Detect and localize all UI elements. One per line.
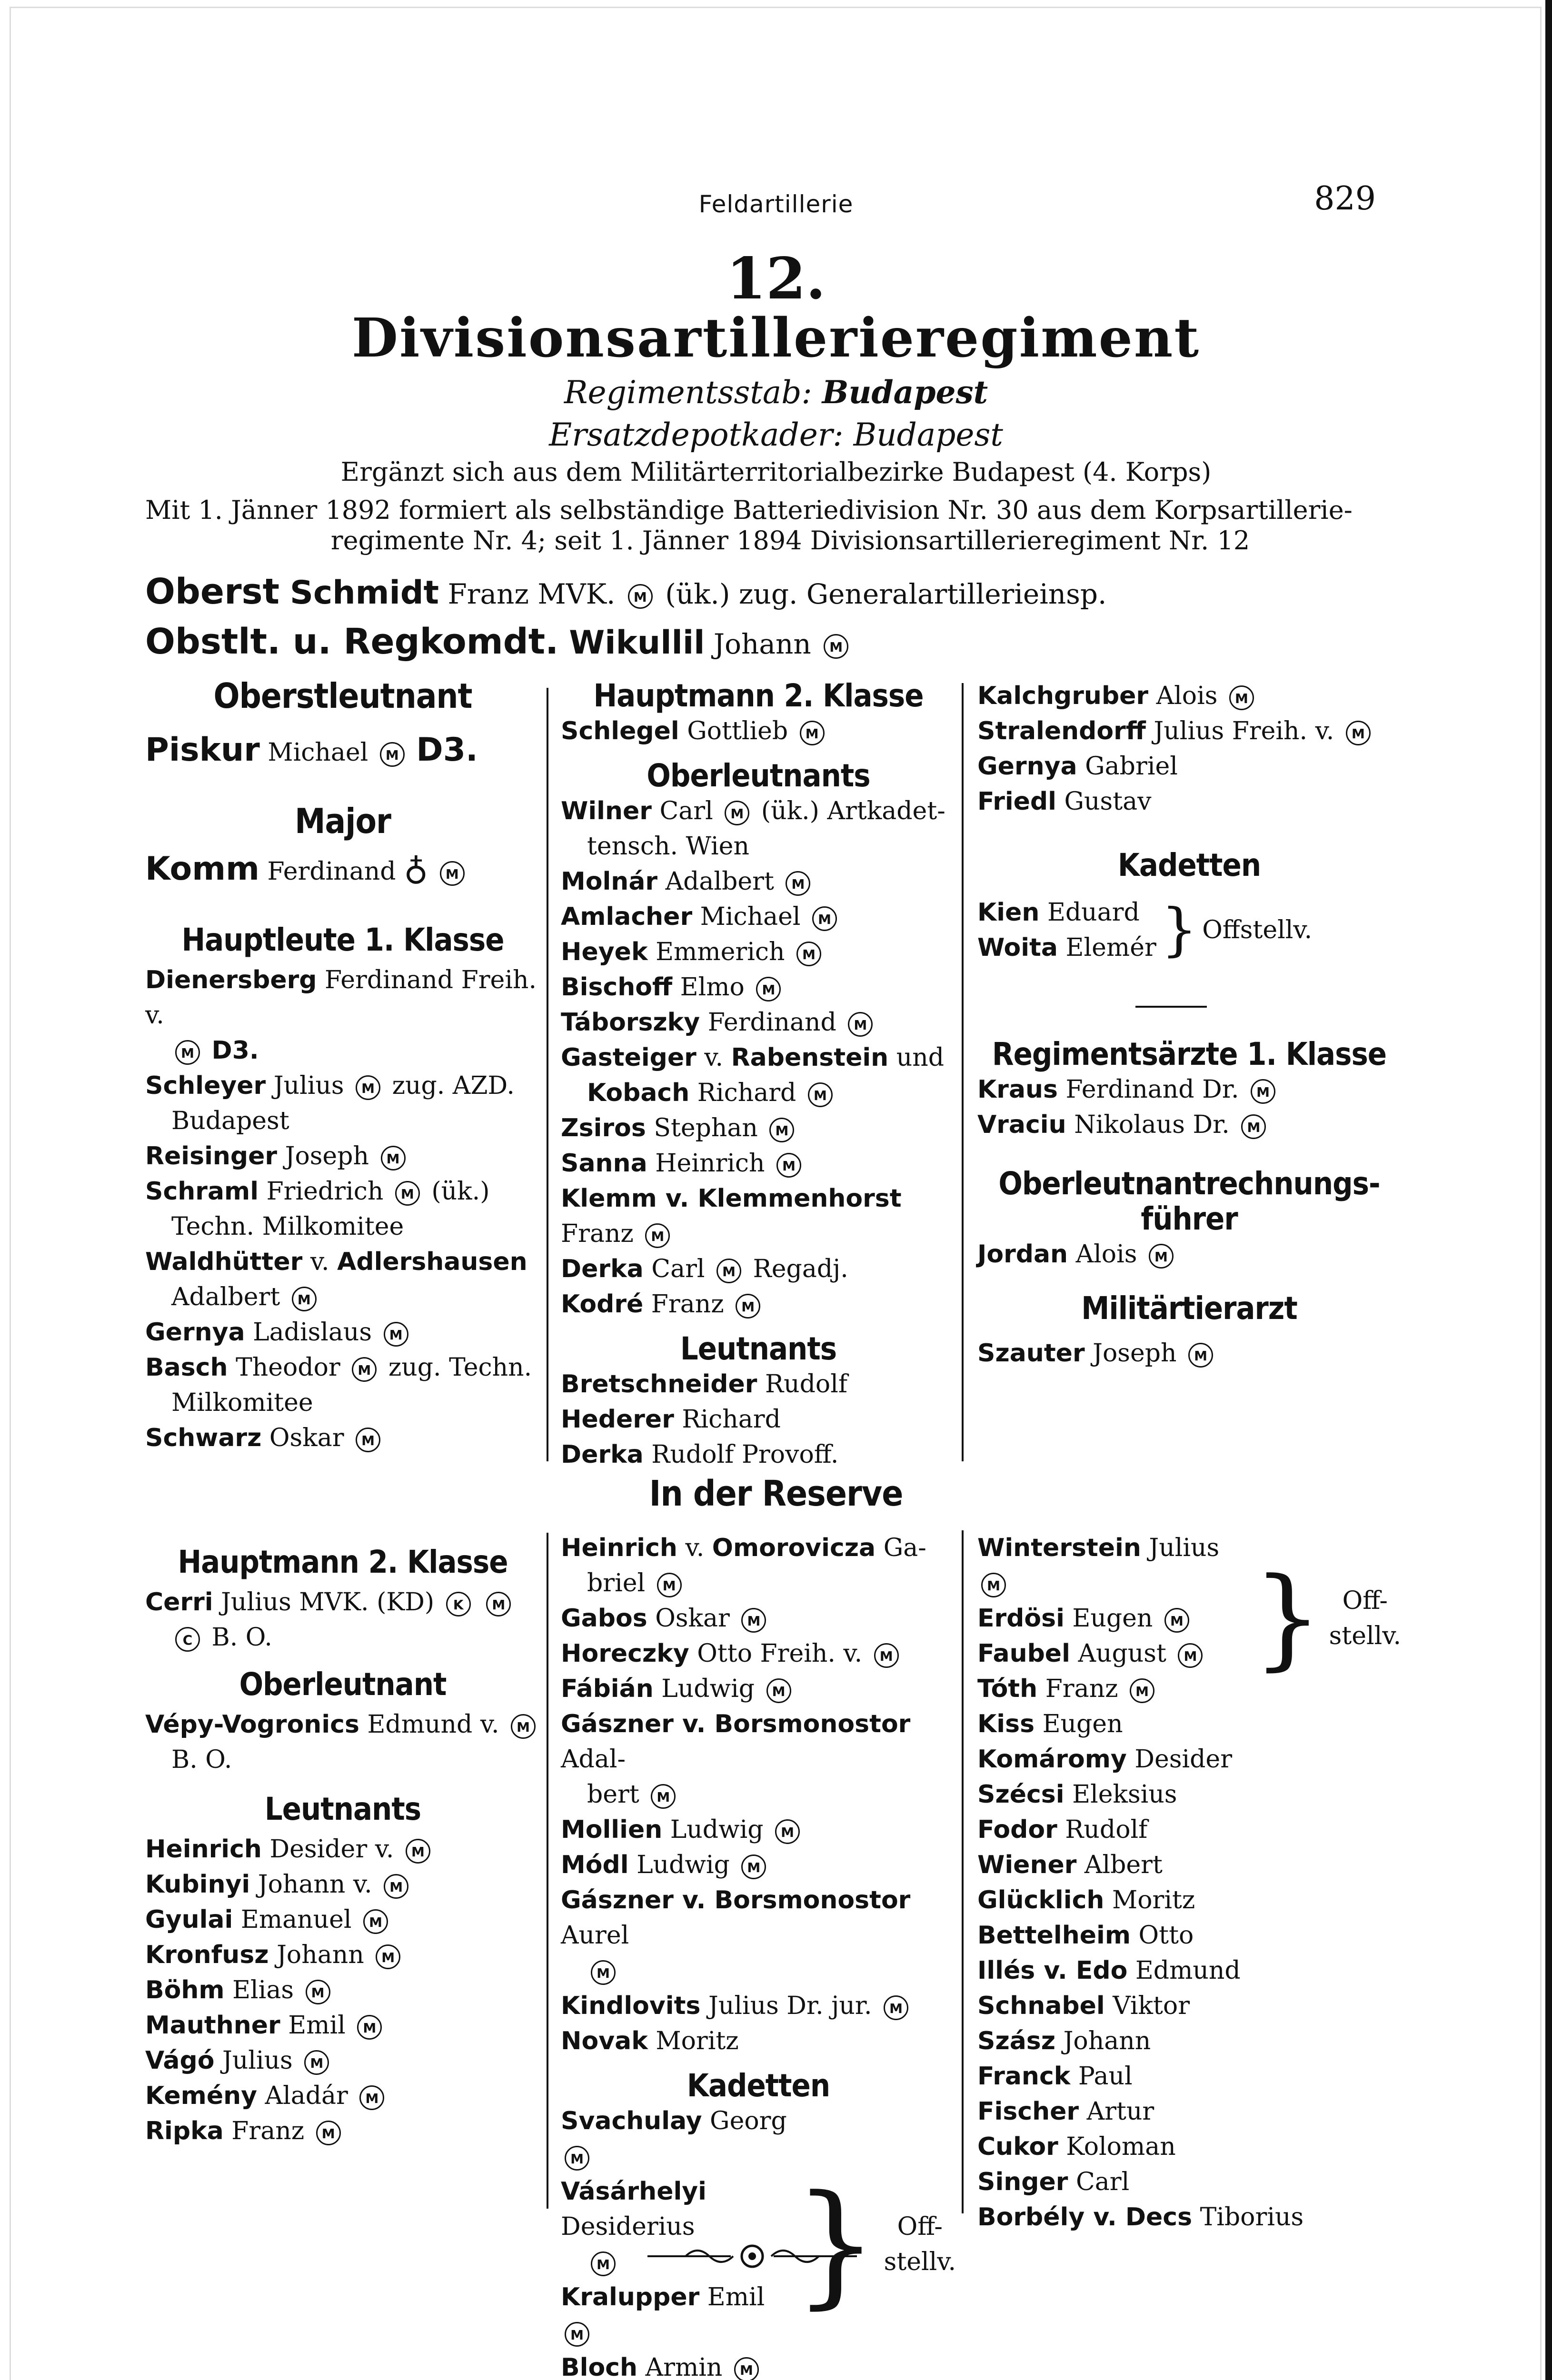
- merit-cross-icon: M: [357, 2015, 382, 2040]
- list-item: Friedl Gustav: [977, 787, 1152, 816]
- merit-cross-icon: M: [591, 2251, 616, 2276]
- ornament-divider-icon: [647, 2237, 857, 2275]
- section-heading: Leutnants: [264, 1791, 421, 1827]
- list-item: Mollien Ludwig M: [561, 1812, 956, 1847]
- merit-cross-icon: M: [756, 977, 781, 1002]
- merit-cross-icon: M: [384, 1874, 408, 1899]
- remark: (ük.) zug. Generalartillerieinsp.: [665, 578, 1107, 610]
- reserve-heading: In der Reserve: [649, 1473, 903, 1514]
- active-column-2: [561, 678, 956, 1472]
- list-item: Kiss Eugen: [977, 1710, 1123, 1738]
- staff-label: Regimentsstab:: [564, 374, 812, 411]
- deputy-officer-note: Offstellv.: [1202, 916, 1313, 944]
- list-item: Kien Eduard: [977, 898, 1140, 927]
- merit-cross-icon: M: [725, 801, 749, 825]
- list-item: Piskur Michael M D3.: [145, 731, 478, 769]
- list-item-continued: Kobach Richard M: [561, 1075, 956, 1111]
- deputy-officer-note: Off- stellv.: [1329, 1587, 1401, 1650]
- list-item: Szécsi Eleksius: [977, 1780, 1177, 1809]
- list-item: Derka Carl M Regadj.: [561, 1255, 848, 1283]
- merit-cross-icon: M: [292, 1287, 317, 1311]
- column-divider: [547, 1533, 548, 2209]
- merit-cross-icon: M: [1188, 1343, 1213, 1368]
- list-item: Svachulay Georg M: [561, 2103, 787, 2174]
- merit-cross-icon: M: [440, 861, 465, 886]
- list-item: Stralendorff Julius Freih. v. M: [977, 714, 1401, 749]
- list-item: Gászner v. Borsmonostor Aurel: [561, 1886, 911, 1950]
- list-item: Molnár Adalbert M: [561, 864, 956, 899]
- merit-cross-icon: M: [645, 1223, 670, 1248]
- list-item: Fischer Artur: [977, 2097, 1154, 2126]
- column-divider: [962, 683, 964, 1461]
- rank-label: Oberst: [145, 571, 279, 612]
- oberst-entry: [145, 571, 1106, 612]
- active-column-3: [977, 678, 1401, 1371]
- recruitment-note: Ergänzt sich aus dem Militärterritorialbezirke Budapest (4. Korps): [340, 457, 1212, 487]
- list-item: Módl Ludwig M: [561, 1847, 956, 1883]
- list-item: Amlacher Michael M: [561, 899, 956, 934]
- list-item: Tóth Franz M: [977, 1671, 1246, 1706]
- section-heading: Oberleutnantrechnungs-: [998, 1165, 1380, 1202]
- section-heading: Oberstleutnant: [213, 676, 472, 716]
- order-ribbon-icon: ♁: [404, 849, 428, 888]
- section-heading: Kadetten: [686, 2067, 830, 2104]
- list-item-continued: Techn. Milkomitee: [171, 1212, 404, 1241]
- merit-cross-icon: M: [1149, 1244, 1174, 1269]
- merit-cross-icon: M: [628, 584, 653, 609]
- commander-entry: [145, 621, 852, 662]
- list-item: Horeczky Otto Freih. v. M: [561, 1636, 956, 1671]
- list-item: Schwarz Oskar M: [145, 1420, 540, 1456]
- merit-cross-icon: M: [716, 1259, 741, 1283]
- section-heading: Oberleutnants: [647, 757, 870, 794]
- list-item: Waldhütter v. Adlershausen: [145, 1248, 527, 1276]
- list-item: Derka Rudolf Provoff.: [561, 1440, 839, 1469]
- list-item: Mauthner Emil M: [145, 2008, 540, 2043]
- list-item: Vásárhelyi Desiderius: [561, 2177, 707, 2241]
- depot-place: Budapest: [853, 416, 1003, 453]
- running-title: Feldartillerie: [698, 190, 854, 218]
- merit-cross-icon: M: [395, 1181, 420, 1206]
- rank-label: Obstlt. u. Regkomdt.: [145, 621, 559, 662]
- order-k-icon: K: [446, 1592, 471, 1616]
- list-item: Böhm Elias M: [145, 1973, 540, 2008]
- merit-cross-icon: M: [356, 1075, 380, 1100]
- list-item: Franck Paul: [977, 2062, 1133, 2091]
- list-item: Szász Johann: [977, 2027, 1151, 2055]
- list-item: Wilner Carl M (ük.) Artkadet-: [561, 797, 945, 825]
- page-number: 829: [1314, 180, 1376, 218]
- merit-cross-icon: M: [812, 906, 837, 931]
- merit-cross-icon: M: [1346, 721, 1371, 745]
- list-item-continued: C B. O.: [145, 1620, 540, 1655]
- section-heading: Leutnants: [680, 1330, 837, 1367]
- section-heading: Hauptmann 2. Klasse: [593, 677, 924, 714]
- list-item: Woita Elemér: [977, 933, 1156, 962]
- section-heading: Militärtierarzt: [1081, 1290, 1297, 1327]
- surname: Wikullil: [569, 624, 705, 662]
- deputy-officer-note: Off- stellv.: [884, 2212, 956, 2276]
- list-item: Erdösi Eugen M: [977, 1601, 1246, 1636]
- merit-cross-icon: M: [384, 1322, 408, 1347]
- list-item: Kraus Ferdinand Dr. M: [977, 1072, 1401, 1107]
- deputy-group: Winterstein Julius M Erdösi Eugen M Faubel August M Tóth Franz M } Off- stellv.: [977, 1530, 1401, 1706]
- given-name: Johann: [713, 628, 811, 660]
- list-item-continued: bert M: [561, 1777, 956, 1812]
- list-item: Fábián Ludwig M: [561, 1671, 956, 1706]
- merit-cross-icon: M: [511, 1714, 536, 1739]
- list-item: Borbély v. Decs Tiborius: [977, 2203, 1304, 2231]
- list-item: Komm Ferdinand ♁ M: [145, 851, 540, 889]
- merit-cross-icon: M: [1164, 1608, 1189, 1633]
- merit-cross-icon: M: [316, 2121, 341, 2145]
- list-item: Schleyer Julius M zug. AZD.: [145, 1071, 515, 1100]
- merit-cross-icon: M: [306, 1980, 330, 2004]
- merit-cross-icon: M: [651, 1784, 676, 1809]
- section-heading: Hauptleute 1. Klasse: [181, 922, 504, 958]
- list-item: Bettelheim Otto: [977, 1921, 1194, 1950]
- list-item: Szauter Joseph M: [977, 1336, 1401, 1371]
- list-item: Sanna Heinrich M: [561, 1146, 956, 1181]
- list-item: Illés v. Edo Edmund: [977, 1956, 1241, 1985]
- merit-cross-icon: M: [741, 1854, 766, 1879]
- merit-cross-icon: M: [1229, 685, 1254, 710]
- regiment-number: 12.: [726, 245, 826, 312]
- list-item: Vágó Julius M: [145, 2043, 540, 2078]
- merit-cross-icon: M: [796, 942, 821, 966]
- merit-cross-icon: M: [874, 1643, 899, 1668]
- section-separator: [1135, 1006, 1207, 1008]
- merit-cross-icon: M: [381, 1146, 406, 1170]
- list-item-continued: M D3.: [145, 1033, 540, 1068]
- list-item: Kubinyi Johann v. M: [145, 1867, 540, 1902]
- merit-cross-icon: M: [848, 1012, 873, 1037]
- merit-cross-icon: M: [565, 2146, 589, 2171]
- history-note: [145, 495, 1369, 556]
- list-item-continued: Budapest: [171, 1107, 289, 1135]
- list-item: Basch Theodor M zug. Techn.: [145, 1353, 532, 1382]
- list-item-continued: Milkomitee: [171, 1388, 313, 1417]
- list-item: Jordan Alois M: [977, 1237, 1401, 1272]
- section-heading: Hauptmann 2. Klasse: [178, 1544, 508, 1580]
- list-item: Bloch Armin M: [561, 2350, 787, 2380]
- merit-cross-icon: M: [981, 1573, 1006, 1597]
- active-column-1: [145, 678, 540, 1456]
- section-heading: Regimentsärzte 1. Klasse: [992, 1036, 1387, 1072]
- list-item-continued: [561, 1953, 956, 1988]
- list-item: Faubel August M: [977, 1636, 1246, 1671]
- merit-cross-icon: M: [769, 1118, 794, 1142]
- list-item: Vraciu Nikolaus Dr. M: [977, 1107, 1401, 1142]
- list-item: Kodré Franz M: [561, 1287, 956, 1322]
- merit-cross-icon: M: [884, 1995, 908, 2020]
- merit-cross-icon: M: [486, 1592, 511, 1616]
- order-c-icon: C: [175, 1627, 200, 1652]
- merit-cross-icon: M: [800, 721, 825, 745]
- list-item: Wiener Albert: [977, 1851, 1163, 1879]
- section-heading: Major: [295, 801, 391, 841]
- list-item: Schnabel Viktor: [977, 1992, 1190, 2020]
- section-heading: führer: [1141, 1200, 1238, 1237]
- merit-cross-icon: M: [766, 1678, 791, 1703]
- merit-cross-icon: M: [359, 2085, 384, 2110]
- depot-line: [0, 416, 1552, 453]
- list-item: Cukor Koloman: [977, 2132, 1176, 2161]
- list-item: Novak Moritz: [561, 2027, 739, 2055]
- list-item: Kindlovits Julius Dr. jur. M: [561, 1988, 956, 2023]
- list-item: Bretschneider Rudolf: [561, 1370, 848, 1398]
- list-item: Kemény Aladár M: [145, 2078, 540, 2113]
- surname: Schmidt: [289, 574, 439, 612]
- regiment-title: Divisionsartillerieregiment: [351, 307, 1201, 369]
- list-item: Hederer Richard: [561, 1405, 781, 1434]
- list-item: Dienersberg Ferdinand Freih. v.: [145, 966, 537, 1030]
- list-item: Heinrich Desider v. M: [145, 1832, 540, 1867]
- list-item: Gasteiger v. Rabenstein und: [561, 1043, 944, 1072]
- merit-cross-icon: M: [376, 1944, 400, 1969]
- merit-cross-icon: M: [786, 871, 810, 896]
- list-item-continued: tensch. Wien: [587, 832, 749, 861]
- merit-cross-icon: M: [1178, 1643, 1203, 1668]
- list-item: Gernya Gabriel: [977, 752, 1178, 781]
- list-item: Táborszky Ferdinand M: [561, 1005, 956, 1040]
- merit-cross-icon: M: [657, 1573, 682, 1597]
- list-item: Kralupper Emil M: [561, 2280, 787, 2350]
- list-item: Schraml Friedrich M (ük.): [145, 1177, 490, 1206]
- reserve-column-1: [145, 1545, 540, 2149]
- staff-place: Budapest: [822, 374, 988, 411]
- merit-cross-icon: M: [741, 1608, 766, 1633]
- list-item: Bischoff Elmo M: [561, 970, 956, 1005]
- list-item: Heinrich v. Omorovicza Ga-: [561, 1534, 926, 1562]
- merit-cross-icon: M: [775, 1819, 800, 1844]
- list-item: Schlegel Gottlieb M: [561, 714, 956, 749]
- list-item: Gászner v. Borsmonostor Adal-: [561, 1710, 911, 1774]
- reserve-column-3: [977, 1530, 1401, 2235]
- list-item: Heyek Emmerich M: [561, 934, 956, 970]
- column-divider: [547, 688, 548, 1461]
- list-item: Gyulai Emanuel M: [145, 1902, 540, 1937]
- depot-label: Ersatzdepotkader:: [549, 416, 844, 453]
- section-heading: Oberleutnant: [239, 1666, 447, 1703]
- merit-cross-icon: M: [808, 1082, 833, 1107]
- merit-cross-icon: M: [565, 2322, 589, 2347]
- merit-cross-icon: M: [356, 1428, 380, 1452]
- list-item: Vépy-Vogronics Edmund v. M: [145, 1707, 540, 1742]
- merit-cross-icon: M: [352, 1357, 377, 1382]
- history-line-1: Mit 1. Jänner 1892 formiert als selbständige Batteriedivision Nr. 30 aus dem Korpsartillerie-: [145, 495, 1353, 525]
- given-name: Franz MVK.: [448, 578, 616, 610]
- list-item: Kronfusz Johann M: [145, 1937, 540, 1973]
- list-item-continued: B. O.: [171, 1745, 232, 1774]
- merit-cross-icon: M: [734, 2357, 759, 2380]
- list-item: Fodor Rudolf: [977, 1815, 1148, 1844]
- list-item: Zsiros Stephan M: [561, 1111, 956, 1146]
- merit-cross-icon: M: [776, 1153, 801, 1178]
- list-item: Ripka Franz M: [145, 2113, 540, 2149]
- merit-cross-icon: M: [1251, 1079, 1275, 1104]
- cadets-group: Svachulay Georg M Vásárhelyi Desiderius M Kralupper Emil M Bloch Armin M } Off- stellv.: [561, 2103, 956, 2380]
- list-item: Gernya Ladislaus M: [145, 1315, 540, 1350]
- history-line-2: regimente Nr. 4; seit 1. Jänner 1894 Divisionsartillerieregiment Nr. 12: [330, 526, 1250, 555]
- section-heading: Kadetten: [1117, 847, 1261, 883]
- merit-cross-icon: M: [1130, 1678, 1154, 1703]
- column-divider: [962, 1530, 964, 2213]
- list-item: Komáromy Desider: [977, 1745, 1233, 1774]
- list-item: Cerri Julius MVK. (KD) K M: [145, 1585, 540, 1620]
- merit-cross-icon: M: [406, 1839, 430, 1864]
- merit-cross-icon: M: [824, 634, 848, 659]
- list-item: Kalchgruber Alois M: [977, 678, 1401, 714]
- list-item: Singer Carl: [977, 2168, 1130, 2196]
- list-item: Gabos Oskar M: [561, 1601, 956, 1636]
- merit-cross-icon: M: [380, 742, 405, 767]
- list-item: Klemm v. Klemmenhorst Franz M: [561, 1184, 902, 1248]
- list-item: Glücklich Moritz: [977, 1886, 1195, 1914]
- merit-cross-icon: M: [304, 2050, 329, 2075]
- merit-cross-icon: M: [591, 1960, 616, 1985]
- cadets-group: Kien Eduard Woita Elemér } Offstellv.: [977, 895, 1401, 965]
- merit-cross-icon: M: [175, 1040, 200, 1065]
- list-item: Reisinger Joseph M: [145, 1139, 540, 1174]
- list-item-continued: briel M: [561, 1566, 956, 1601]
- list-item: Winterstein Julius M: [977, 1530, 1246, 1601]
- merit-cross-icon: M: [1241, 1114, 1266, 1139]
- merit-cross-icon: M: [363, 1909, 388, 1934]
- merit-cross-icon: M: [736, 1294, 760, 1319]
- regimental-staff-line: [0, 374, 1552, 411]
- list-item-continued: Adalbert M: [145, 1279, 540, 1315]
